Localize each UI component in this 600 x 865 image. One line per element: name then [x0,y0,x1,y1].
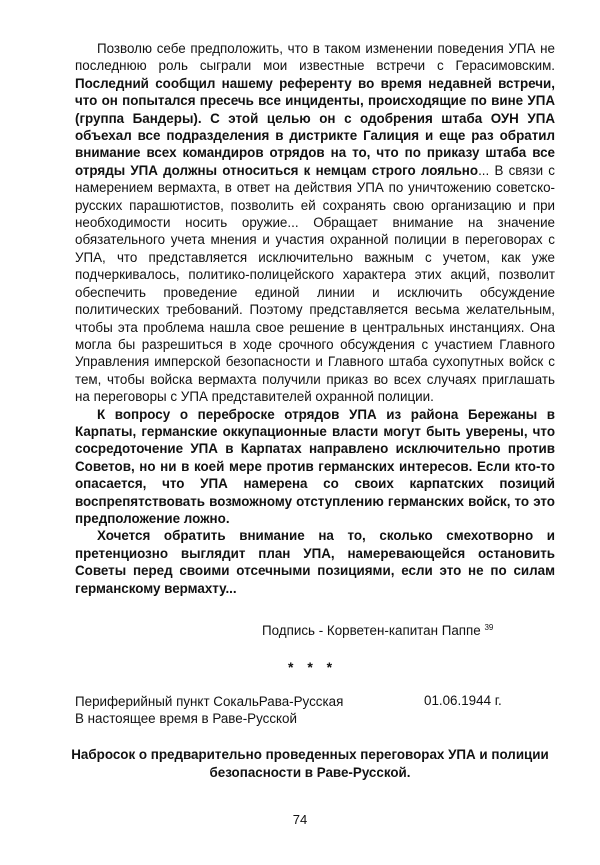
body-text [75,40,555,597]
origin-line: Периферийный пункт СокальРава-Русская [75,694,344,709]
paragraph [75,40,555,406]
text-segment: Позволю себе предположить, что в таком изменении поведения УПА не последнюю роль сыграли мои известные встречи с Герасимовским. [75,41,555,74]
section-separator: * * * [288,659,338,675]
paragraph [75,527,555,597]
signature [262,623,562,638]
document-title: Набросок о предварительно проведенных переговорах УПА и полиции безопасности в Раве-Русской. [71,747,549,780]
text-segment: ... В связи с намерением вермахта, в ответ на действия УПА по уничтожению советско-русских парашютистов, позволить ей сохранять свою организацию и при необходимости носить оружие... Обращает внимание на значение обязательного учета мнения и участия охранной полиции в переговорах с УПА, что представляется исключительно важным с учетом, как уже подчеркивалось, политико-полицейского характера этих акций, позволит обеспечить проведение единой линии и исключить обсуждение политических требований. Поэтому представляется весьма желательным, чтобы эта проблема нашла свое решение в центральных инстанциях. Она могла бы разрешиться в ходе срочного обсуждения с участием Главного Управления имперской безопасности и Главного штаба сухопутных войск с тем, чтобы войска вермахта получили приказ во всех случаях приглашать на переговоры с УПА представителей охранной полиции. [75,162,555,405]
document-date: 01.06.1944 г. [424,693,502,708]
bold-text-segment: Последний сообщил нашему референту во время недавней встречи, что он попытался пресечь все инциденты, происходящие по вине УПА (группа Бандеры). С этой целью он с одобрения штаба ОУН УПА объехал все подразделения в дистрикте Галиция и еще раз обратил внимание всех командиров отрядов на то, что по приказу штаба все отряды УПА должны относиться к немцам строго лояльно [75,75,555,178]
bold-text-segment: К вопросу о переброске отрядов УПА из района Бережаны в Карпаты, германские оккупационные власти могут быть уверены, что сосредоточение УПА в Карпатах направлено исключительно против Советов, но ни в коей мере против германских интересов. Если кто-то опасается, что УПА намерена со своих карпатских позиций воспрепятствовать возможному отступлению германских войск, то это предположение ложно. [75,406,555,526]
signature-text: Подпись - Корветен-капитан Паппе [262,623,481,638]
origin-line: В настоящее время в Раве-Русской [75,711,297,727]
bold-text-segment: Хочется обратить внимание на то, сколько смехотворно и претенциозно выглядит план УПА, намеревающейся остановить Советы перед своими отсечными позициями, если это не по силам германскому вермахту... [75,528,555,596]
footnote-marker: 39 [484,623,494,632]
document-origin [75,693,375,728]
paragraph [75,406,555,528]
page-number: 74 [292,812,308,827]
